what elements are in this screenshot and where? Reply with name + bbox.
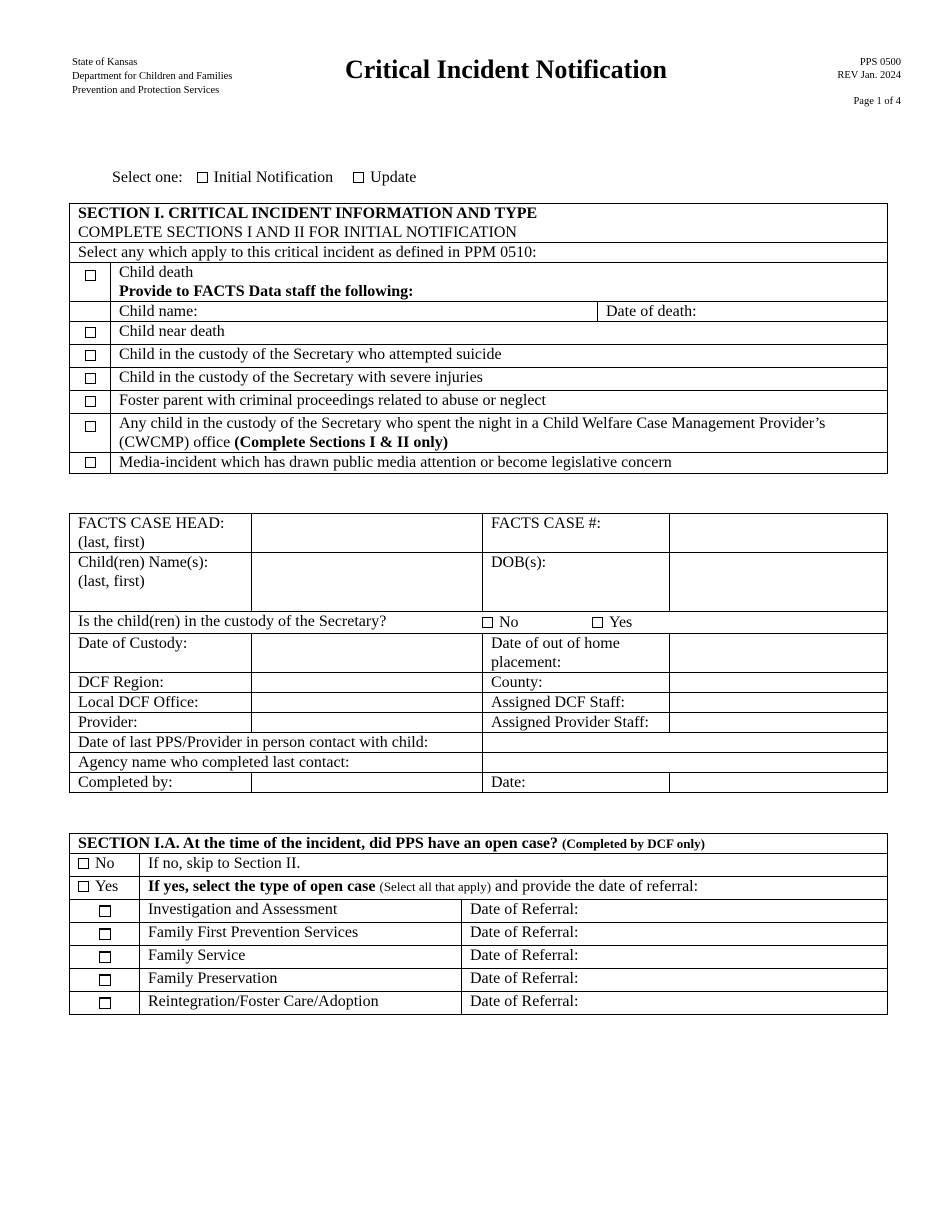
child-death-checkbox[interactable]: [85, 270, 96, 281]
section-1-instruction: Select any which apply to this critical incident as defined in PPM 0510:: [70, 243, 888, 263]
page-title: Critical Incident Notification: [344, 55, 668, 84]
section-1-header: [70, 204, 888, 243]
dob-input[interactable]: [670, 553, 888, 612]
open-case-yes-text: [140, 877, 888, 900]
suicide-checkbox-cell[interactable]: [70, 345, 111, 368]
dob-label: DOB(s):: [483, 553, 670, 612]
initial-notification-checkbox[interactable]: [197, 172, 208, 183]
date-label: Date:: [483, 773, 670, 793]
open-case-yes-small: (Select all that apply): [379, 879, 492, 894]
open-case-yes-option[interactable]: [70, 877, 140, 900]
family-preservation-checkbox[interactable]: [99, 974, 111, 986]
attempted-suicide-label: Child in the custody of the Secretary who attempted suicide: [111, 345, 888, 368]
select-one-label: Select one:: [112, 169, 183, 186]
assigned-dcf-staff-input[interactable]: [670, 693, 888, 713]
case-type-name: Family First Prevention Services: [140, 923, 462, 946]
referral-date-field[interactable]: Date of Referral:: [462, 969, 888, 992]
media-label: Media-incident which has drawn public media attention or become legislative concern: [111, 453, 888, 474]
children-label: Child(ren) Name(s):: [78, 554, 209, 571]
night-office-checkbox-cell[interactable]: [70, 414, 111, 453]
custody-no-label: No: [499, 614, 519, 631]
children-label-cell: [70, 553, 252, 612]
reintegration-checkbox[interactable]: [99, 997, 111, 1009]
last-contact-date-input[interactable]: [483, 733, 888, 753]
assigned-provider-staff-input[interactable]: [670, 713, 888, 733]
case-info-table: [69, 513, 888, 793]
initial-notification-option[interactable]: [197, 169, 334, 187]
severe-injuries-label: Child in the custody of the Secretary with severe injuries: [111, 368, 888, 391]
case-number-label: FACTS CASE #:: [483, 514, 670, 553]
referral-date-field[interactable]: Date of Referral:: [462, 900, 888, 923]
custody-question-row: [70, 612, 888, 634]
attempted-suicide-checkbox[interactable]: [85, 350, 96, 361]
children-sub: (last, first): [78, 573, 145, 590]
injuries-checkbox-cell[interactable]: [70, 368, 111, 391]
last-contact-date-label: Date of last PPS/Provider in person contact with child:: [70, 733, 483, 753]
section-1-subheading: COMPLETE SECTIONS I AND II FOR INITIAL NOTIFICATION: [78, 224, 517, 241]
county-label: County:: [483, 673, 670, 693]
case-type-checkbox-cell[interactable]: [70, 900, 140, 923]
foster-parent-label: Foster parent with criminal proceedings related to abuse or neglect: [111, 391, 888, 414]
date-input[interactable]: [670, 773, 888, 793]
foster-parent-checkbox[interactable]: [85, 396, 96, 407]
custody-question: Is the child(ren) in the custody of the Secretary?: [78, 613, 387, 630]
referral-date-field[interactable]: Date of Referral:: [462, 992, 888, 1015]
child-death-checkbox-cell[interactable]: [70, 263, 111, 302]
provide-facts-label: Provide to FACTS Data staff the following:: [119, 283, 414, 300]
night-office-label: Any child in the custody of the Secretary who spent the night in a Child Welfare Case Management Provider’s (CWCMP) office: [119, 415, 826, 451]
agency-division: Prevention and Protection Services: [72, 85, 220, 96]
case-head-label-cell: [70, 514, 252, 553]
agency-state: State of Kansas: [72, 57, 138, 68]
local-office-label: Local DCF Office:: [70, 693, 252, 713]
referral-date-field[interactable]: Date of Referral:: [462, 946, 888, 969]
local-office-input[interactable]: [252, 693, 483, 713]
form-number: PPS 0500: [859, 57, 901, 68]
family-service-checkbox[interactable]: [99, 951, 111, 963]
date-of-death-field[interactable]: Date of death:: [598, 302, 888, 322]
open-case-yes-bold: If yes, select the type of open case: [148, 878, 376, 895]
initial-notification-label: Initial Notification: [213, 169, 334, 186]
open-case-yes-rest: and provide the date of referral:: [495, 878, 699, 895]
case-head-label: FACTS CASE HEAD:: [78, 515, 225, 532]
agency-last-contact-label: Agency name who completed last contact:: [70, 753, 483, 773]
update-checkbox[interactable]: [353, 172, 364, 183]
case-number-input[interactable]: [670, 514, 888, 553]
date-out-of-home-input[interactable]: [670, 634, 888, 673]
referral-date-field[interactable]: Date of Referral:: [462, 923, 888, 946]
case-type-checkbox-cell[interactable]: [70, 969, 140, 992]
completed-by-input[interactable]: [252, 773, 483, 793]
children-input[interactable]: [252, 553, 483, 612]
case-type-name: Investigation and Assessment: [140, 900, 462, 923]
empty-cell: [70, 302, 111, 322]
county-input[interactable]: [670, 673, 888, 693]
child-death-cell: [111, 263, 888, 302]
agency-department: Department for Children and Families: [72, 71, 233, 82]
near-death-checkbox-cell[interactable]: [70, 322, 111, 345]
dcf-region-input[interactable]: [252, 673, 483, 693]
notification-type-selector: [112, 169, 416, 187]
night-office-note: (Complete Sections I & II only): [234, 434, 449, 451]
case-type-checkbox-cell[interactable]: [70, 923, 140, 946]
case-head-input[interactable]: [252, 514, 483, 553]
completed-by-label: Completed by:: [70, 773, 252, 793]
update-label: Update: [370, 169, 417, 186]
child-name-field[interactable]: Child name:: [111, 302, 598, 322]
open-case-no-label: No: [95, 855, 115, 872]
night-office-checkbox[interactable]: [85, 421, 96, 432]
near-death-checkbox[interactable]: [85, 327, 96, 338]
night-office-cell: [111, 414, 888, 453]
page-number: Page 1 of 4: [853, 96, 901, 107]
form-revision: REV Jan. 2024: [837, 70, 901, 81]
media-checkbox[interactable]: [85, 457, 96, 468]
dcf-region-label: DCF Region:: [70, 673, 252, 693]
open-case-no-option[interactable]: [70, 854, 140, 877]
child-death-label: Child death: [119, 264, 194, 281]
open-case-no-text: If no, skip to Section II.: [140, 854, 888, 877]
open-case-yes-label: Yes: [95, 878, 119, 895]
custody-yes-label: Yes: [609, 614, 633, 631]
custody-yes-checkbox[interactable]: [592, 617, 603, 628]
provider-input[interactable]: [252, 713, 483, 733]
date-out-of-home-label: Date of out of home placement:: [483, 634, 670, 673]
case-type-name: Reintegration/Foster Care/Adoption: [140, 992, 462, 1015]
provider-label: Provider:: [70, 713, 252, 733]
date-of-custody-label: Date of Custody:: [70, 634, 252, 673]
assigned-dcf-staff-label: Assigned DCF Staff:: [483, 693, 670, 713]
investigation-checkbox[interactable]: [99, 905, 111, 917]
custody-no-option[interactable]: [482, 613, 519, 632]
update-option[interactable]: [353, 169, 416, 187]
agency-last-contact-input[interactable]: [483, 753, 888, 773]
section-1-heading: SECTION I. CRITICAL INCIDENT INFORMATION AND TYPE: [78, 205, 538, 222]
case-type-name: Family Service: [140, 946, 462, 969]
case-head-sub: (last, first): [78, 534, 145, 551]
section-1a-note: (Completed by DCF only): [562, 836, 705, 851]
foster-checkbox-cell[interactable]: [70, 391, 111, 414]
case-type-checkbox-cell[interactable]: [70, 992, 140, 1015]
custody-yes-option[interactable]: [592, 613, 632, 632]
custody-no-checkbox[interactable]: [482, 617, 493, 628]
assigned-provider-staff-label: Assigned Provider Staff:: [483, 713, 670, 733]
section-1a-heading: SECTION I.A. At the time of the incident, did PPS have an open case?: [78, 835, 559, 852]
section-1a-table: [69, 833, 888, 1015]
family-first-checkbox[interactable]: [99, 928, 111, 940]
case-type-checkbox-cell[interactable]: [70, 946, 140, 969]
section-1a-header: [70, 834, 888, 854]
case-type-name: Family Preservation: [140, 969, 462, 992]
form-info: [837, 56, 901, 108]
severe-injuries-checkbox[interactable]: [85, 373, 96, 384]
media-checkbox-cell[interactable]: [70, 453, 111, 474]
date-of-custody-input[interactable]: [252, 634, 483, 673]
open-case-no-checkbox[interactable]: [78, 858, 89, 869]
open-case-yes-checkbox[interactable]: [78, 881, 89, 892]
near-death-label: Child near death: [111, 322, 888, 345]
section-1-table: [69, 203, 888, 474]
